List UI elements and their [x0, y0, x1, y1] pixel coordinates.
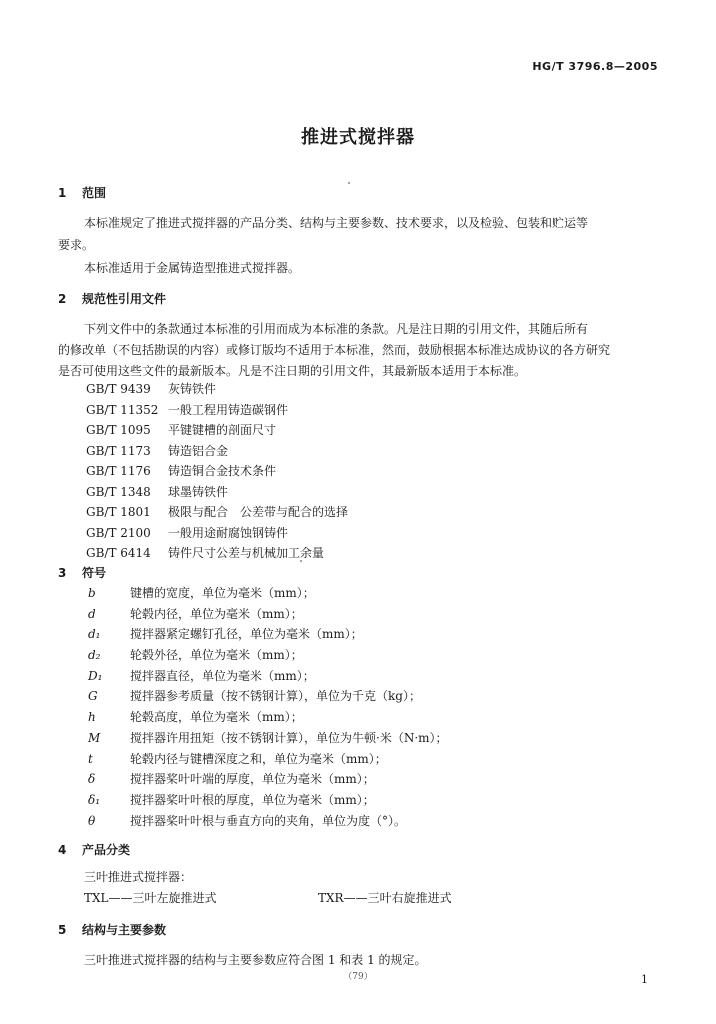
symbol-description: 轮毂内径，单位为毫米（mm）；	[130, 606, 303, 621]
reference-title: 一般用途耐腐蚀钢铸件	[168, 525, 289, 540]
symbol-description: 轮毂内径与键槽深度之和，单位为毫米（mm）；	[130, 751, 387, 766]
reference-item	[86, 380, 348, 401]
reference-title: 极限与配合 公差带与配合的选择	[168, 505, 349, 519]
reference-item	[86, 503, 348, 524]
reference-list	[86, 380, 348, 565]
reference-item	[86, 401, 348, 422]
symbol-item	[88, 667, 448, 688]
symbol-description: 搅拌器桨叶叶根与垂直方向的夹角，单位为度（°）。	[130, 813, 407, 828]
symbol-item	[88, 812, 448, 833]
symbol: G	[88, 689, 98, 704]
symbol-item	[88, 729, 448, 750]
section-3-heading	[58, 564, 106, 581]
reference-code: GB/T 1176	[86, 464, 151, 478]
reference-title: 铸造铝合金	[168, 443, 229, 458]
symbol-description: 搅拌器许用扭矩（按不锈钢计算），单位为牛顿·米（N·m）；	[130, 730, 448, 745]
reference-code: GB/T 1348	[86, 484, 151, 499]
reference-code: GB/T 6414	[86, 546, 151, 560]
paragraph: 下列文件中的条款通过本标准的引用而成为本标准的条款。凡是注日期的引用文件，其随后所有	[84, 322, 589, 336]
section-title: 规范性引用文件	[82, 292, 167, 306]
reference-item	[86, 421, 348, 442]
symbol-description: 搅拌器桨叶叶根的厚度，单位为毫米（mm）；	[130, 792, 375, 807]
reference-code: GB/T 1173	[86, 443, 151, 458]
reference-title: 铸件尺寸公差与机械加工余量	[168, 546, 325, 560]
page-label: （79）	[343, 972, 373, 982]
symbol: M	[88, 730, 101, 745]
section-number: 5	[58, 923, 67, 937]
symbol: D₁	[88, 668, 103, 683]
symbol-list	[88, 584, 448, 832]
reference-item	[86, 524, 348, 545]
symbol-description: 键槽的宽度，单位为毫米（mm）；	[130, 586, 315, 600]
section-number: 2	[58, 292, 67, 306]
reference-item	[86, 544, 348, 565]
reference-item	[86, 442, 348, 463]
paragraph: 本标准规定了推进式搅拌器的产品分类、结构与主要参数、技术要求，以及检验、包装和贮运等	[84, 216, 589, 230]
scan-speck	[300, 560, 302, 562]
page-number: 1	[641, 973, 648, 986]
reference-title: 球墨铸铁件	[168, 484, 229, 499]
paragraph: 本标准适用于金属铸造型推进式搅拌器。	[84, 261, 301, 275]
symbol-description: 搅拌器参考质量（按不锈钢计算），单位为千克（kg）；	[130, 689, 421, 704]
reference-code: GB/T 11352	[86, 402, 159, 417]
reference-item	[86, 462, 348, 483]
reference-code: GB/T 2100	[86, 525, 151, 540]
symbol-item	[88, 791, 448, 812]
symbol-item	[88, 584, 448, 605]
symbol: d₁	[88, 627, 101, 642]
paragraph: 三叶推进式搅拌器：	[84, 870, 193, 884]
section-title: 结构与主要参数	[82, 923, 167, 937]
section-title: 范围	[82, 186, 107, 200]
symbol-item	[88, 605, 448, 626]
paragraph: 三叶推进式搅拌器的结构与主要参数应符合图 1 和表 1 的规定。	[84, 953, 427, 967]
product-type-txl: TXL——三叶左旋推进式	[84, 891, 217, 905]
reference-code: GB/T 1801	[86, 505, 151, 519]
paragraph: 要求。	[58, 238, 95, 252]
section-5-heading	[58, 921, 166, 938]
section-1-heading	[58, 184, 106, 201]
symbol: d	[88, 606, 96, 621]
symbol-item	[88, 646, 448, 667]
section-4-heading	[58, 841, 130, 858]
standard-number: HG/T 3796.8—2005	[532, 60, 658, 73]
symbol-description: 搅拌器桨叶叶端的厚度，单位为毫米（mm）；	[130, 772, 375, 787]
section-number: 1	[58, 186, 67, 200]
symbol-item	[88, 687, 448, 708]
section-number: 3	[58, 566, 67, 580]
section-number: 4	[58, 843, 67, 857]
section-title: 符号	[82, 566, 107, 580]
reference-title: 灰铸铁件	[168, 382, 217, 396]
paragraph: 是否可使用这些文件的最新版本。凡是不注日期的引用文件，其最新版本适用于本标准。	[58, 364, 527, 378]
symbol: b	[88, 586, 96, 600]
reference-title: 铸造铜合金技术条件	[168, 464, 277, 478]
reference-code: GB/T 9439	[86, 382, 151, 396]
symbol-description: 轮毂高度，单位为毫米（mm）；	[130, 710, 303, 725]
section-title: 产品分类	[82, 843, 131, 857]
document-title: 推进式搅拌器	[301, 127, 415, 148]
symbol-item	[88, 770, 448, 791]
symbol-description: 轮毂外径，单位为毫米（mm）；	[130, 648, 303, 663]
symbol-item	[88, 625, 448, 646]
symbol: h	[88, 710, 96, 725]
reference-title: 一般工程用铸造碳钢件	[168, 402, 289, 417]
section-2-heading	[58, 290, 166, 307]
symbol-item	[88, 750, 448, 771]
reference-code: GB/T 1095	[86, 423, 151, 437]
symbol: t	[88, 751, 93, 766]
symbol: d₂	[88, 648, 101, 663]
product-type-txr: TXR——三叶右旋推进式	[318, 891, 452, 905]
symbol: δ	[88, 772, 96, 787]
symbol-description: 搅拌器直径，单位为毫米（mm）；	[130, 668, 315, 683]
symbol: δ₁	[88, 792, 101, 807]
symbol: θ	[88, 813, 96, 828]
symbol-item	[88, 708, 448, 729]
paragraph: 的修改单（不包括勘误的内容）或修订版均不适用于本标准，然而，鼓励根据本标准达成协议的各方研究	[58, 343, 611, 357]
scan-speck	[348, 182, 350, 184]
reference-title: 平键键槽的剖面尺寸	[168, 423, 277, 437]
reference-item	[86, 483, 348, 504]
symbol-description: 搅拌器紧定螺钉孔径，单位为毫米（mm）；	[130, 627, 363, 642]
